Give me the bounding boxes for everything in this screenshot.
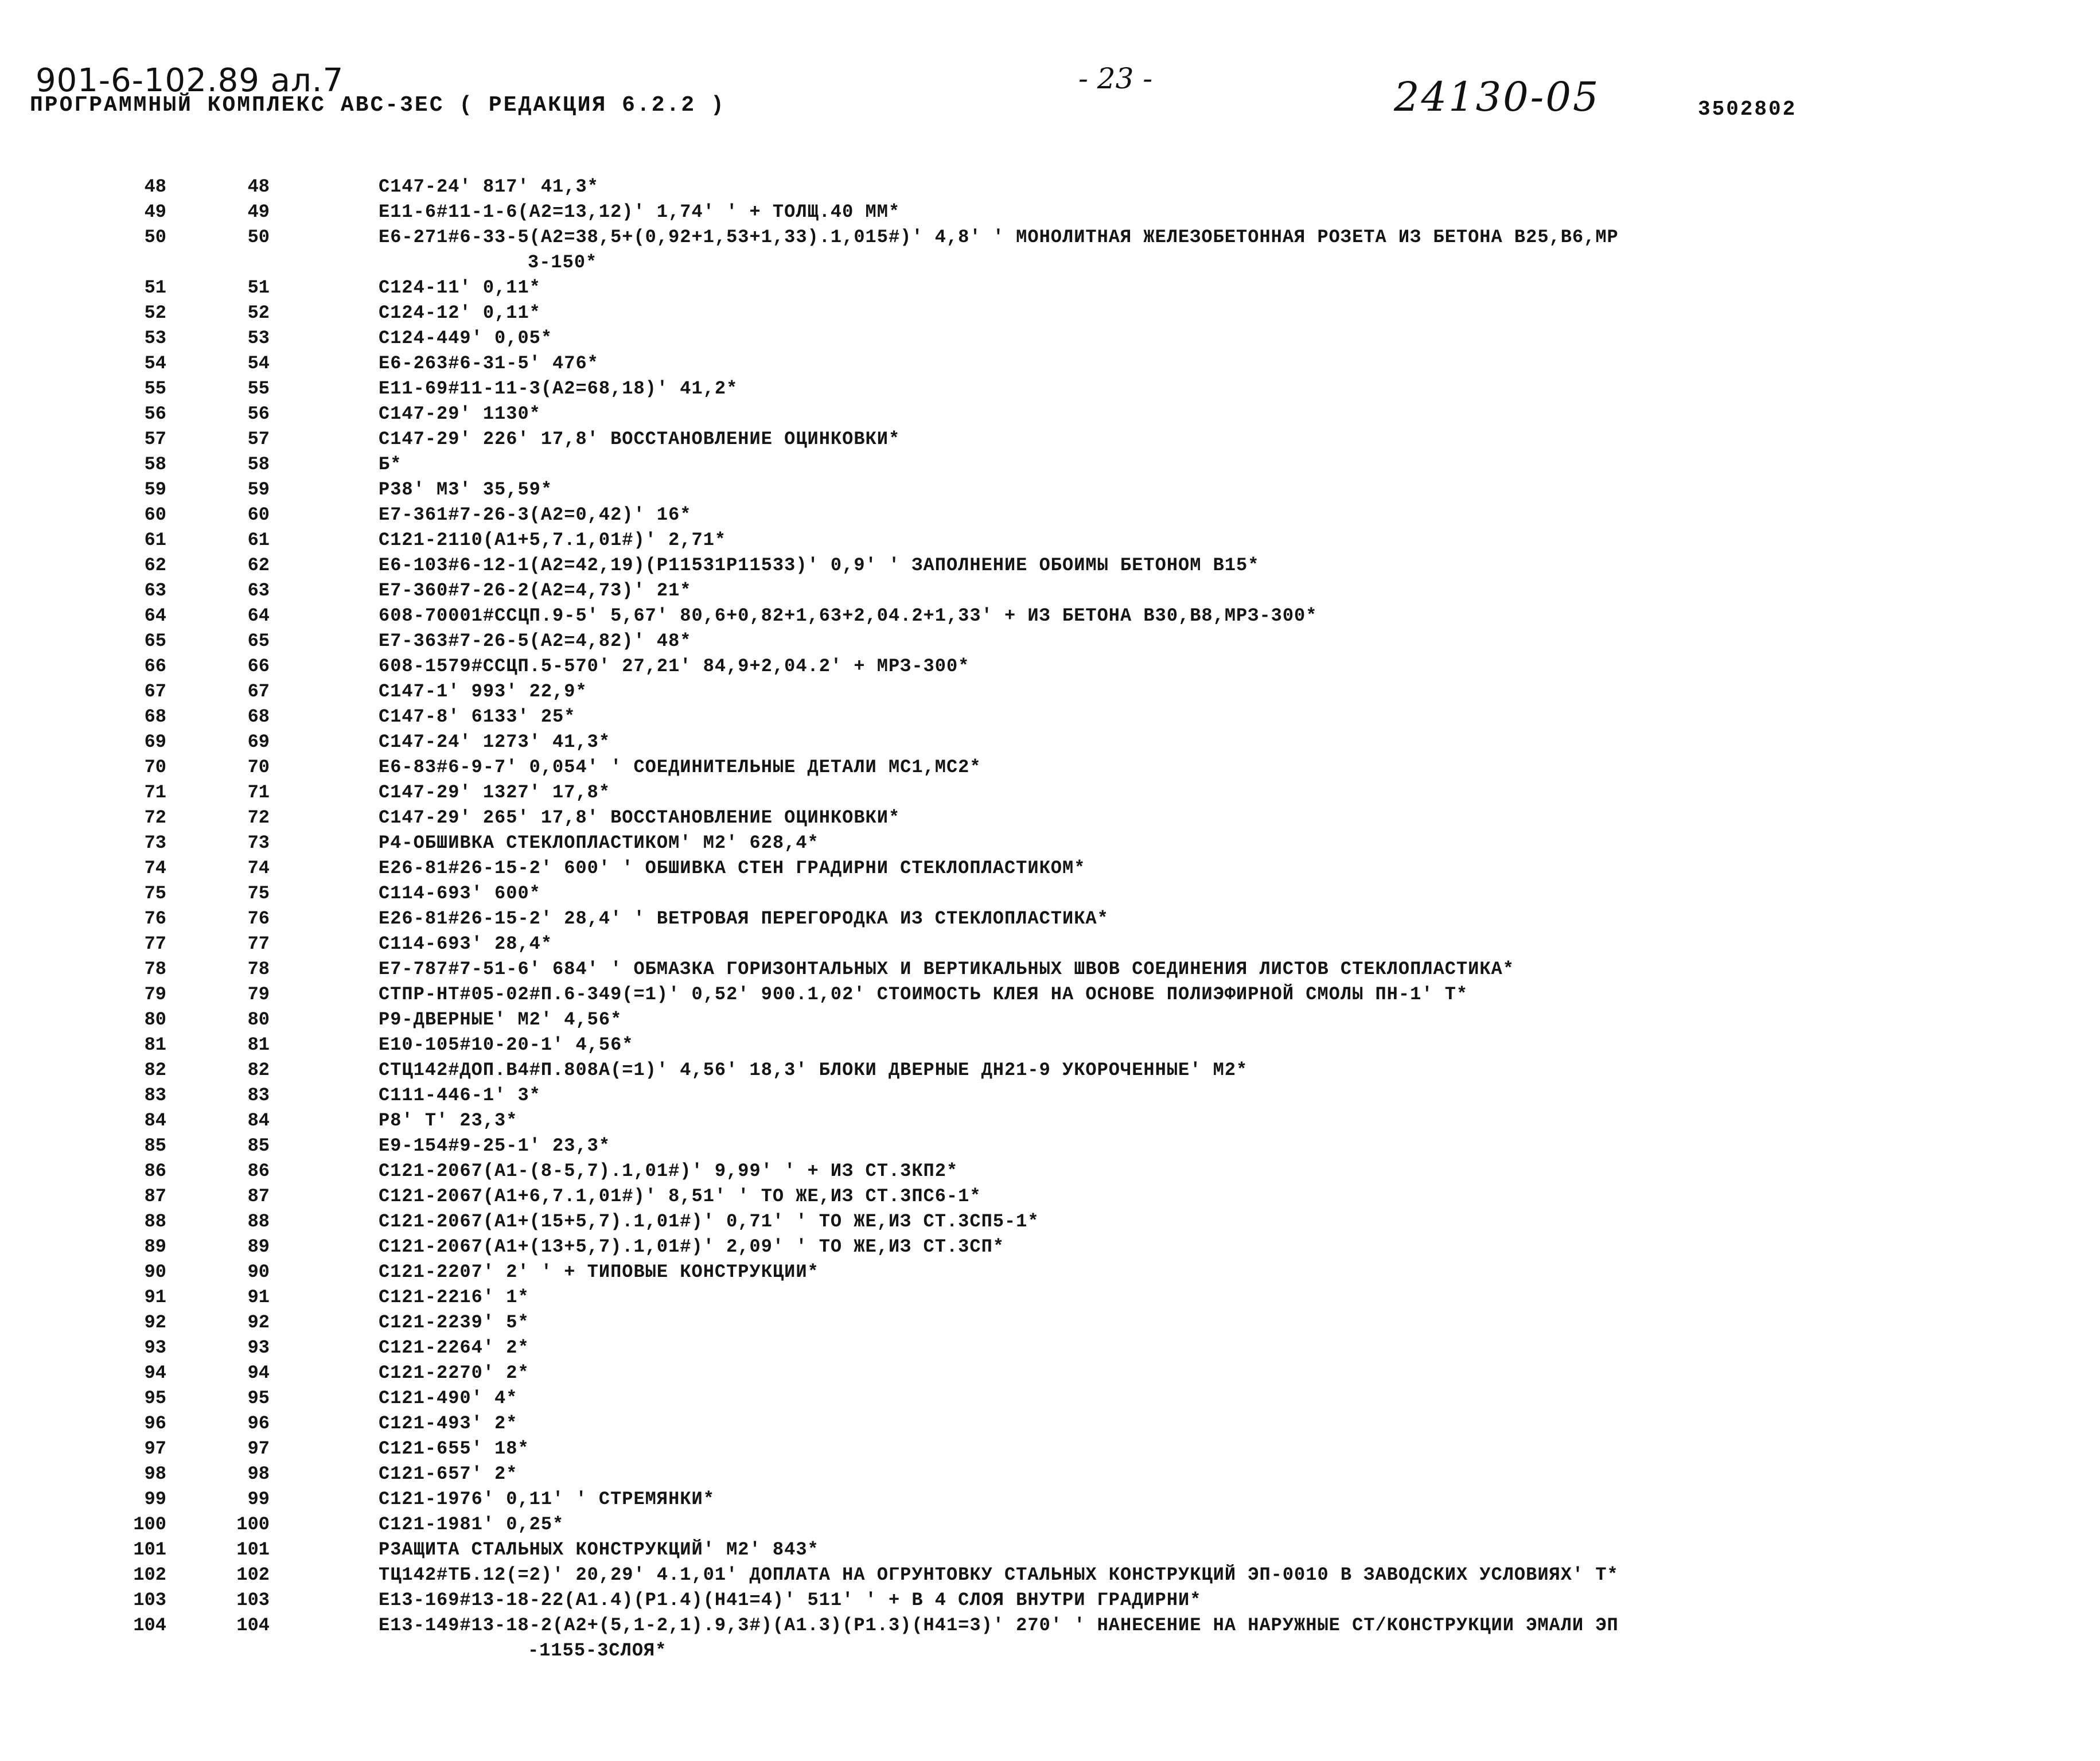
record-text: [379, 402, 2076, 427]
record-number: 66: [247, 656, 270, 677]
record-text: [379, 881, 2076, 906]
line-number: 91: [144, 1287, 166, 1308]
line-number: 76: [144, 908, 166, 929]
listing-row: [0, 200, 2100, 225]
line-number: 59: [144, 479, 166, 500]
record-text-line: 608-70001#ССЦП.9-5′ 5,67′ 80,6+0,82+1,63+2,04.2+1,33′ + ИЗ БЕТОНА В30,В8,МРЗ-300*: [379, 605, 1318, 626]
record-number: 70: [247, 757, 270, 778]
record-number: 93: [247, 1337, 270, 1358]
record-text-line: Б*: [379, 454, 402, 475]
listing-row: [0, 906, 2100, 932]
line-number: 61: [144, 529, 166, 551]
record-text-line: Е13-149#13-18-2(А2+(5,1-2,1).9,3#)(А1.3)(Р1.3)(Н41=3)′ 270′ ′ НАНЕСЕНИЕ НА НАРУЖНЫЕ СТ/КОНСТРУКЦИИ ЭМАЛИ ЭП: [379, 1615, 1619, 1636]
record-text-line: С147-29′ 226′ 17,8′ ВОССТАНОВЛЕНИЕ ОЦИНКОВКИ*: [379, 428, 901, 450]
record-number: 83: [247, 1085, 270, 1106]
record-text-line: С147-8′ 6133′ 25*: [379, 706, 576, 727]
record-number: 89: [247, 1236, 270, 1257]
listing-row: [0, 1613, 2100, 1663]
record-text: [379, 906, 2076, 932]
record-text-line: С121-1981′ 0,25*: [379, 1514, 564, 1535]
record-number: 102: [236, 1564, 270, 1585]
line-number: 81: [144, 1034, 166, 1055]
line-number: 55: [144, 378, 166, 399]
record-text: [379, 679, 2076, 704]
record-number: 60: [247, 504, 270, 525]
listing-row: [0, 932, 2100, 957]
record-text-line: Е7-360#7-26-2(А2=4,73)′ 21*: [379, 580, 692, 601]
record-text: [379, 1386, 2076, 1411]
record-number: 101: [236, 1539, 270, 1560]
listing-row: [0, 1033, 2100, 1058]
record-text-line: С121-493′ 2*: [379, 1413, 518, 1434]
record-text: [379, 1260, 2076, 1285]
listing-row: [0, 326, 2100, 351]
record-text-line: Е6-103#6-12-1(А2=42,19)(Р11531Р11533)′ 0,9′ ′ ЗАПОЛНЕНИЕ ОБОИМЫ БЕТОНОМ В15*: [379, 555, 1260, 576]
record-text: [379, 452, 2076, 477]
record-number: 92: [247, 1312, 270, 1333]
record-number: 65: [247, 630, 270, 652]
listing-row: [0, 957, 2100, 982]
record-text: [379, 1133, 2076, 1159]
listing-row: [0, 1310, 2100, 1335]
record-text-line: Р38′ М3′ 35,59*: [379, 479, 553, 500]
record-text: [379, 982, 2076, 1007]
line-number: 69: [144, 731, 166, 753]
line-number: 104: [133, 1615, 166, 1636]
record-number: 49: [247, 201, 270, 223]
line-number: 54: [144, 353, 166, 374]
record-text-line: С121-2067(А1-(8-5,7).1,01#)′ 9,99′ ′ + ИЗ СТ.3КП2*: [379, 1160, 959, 1182]
listing-row: [0, 477, 2100, 502]
listing-row: [0, 351, 2100, 376]
listing-row: [0, 1487, 2100, 1512]
record-text: [379, 174, 2076, 200]
record-number: 76: [247, 908, 270, 929]
record-text-continuation: 3-150*: [528, 252, 598, 273]
record-number: 63: [247, 580, 270, 601]
record-text: [379, 1361, 2076, 1386]
record-text: [379, 275, 2076, 301]
listing-row: [0, 1007, 2100, 1033]
record-number: 73: [247, 832, 270, 854]
record-text-line: С111-446-1′ 3*: [379, 1085, 541, 1106]
line-number: 87: [144, 1186, 166, 1207]
record-text-line: СТЦ142#ДОП.В4#П.808А(=1)′ 4,56′ 18,3′ БЛОКИ ДВЕРНЫЕ ДН21-9 УКОРОЧЕННЫЕ′ М2*: [379, 1059, 1248, 1081]
listing-row: [0, 856, 2100, 881]
record-text: [379, 326, 2076, 351]
record-text: [379, 603, 2076, 629]
record-number: 87: [247, 1186, 270, 1207]
record-text-line: С121-490′ 4*: [379, 1388, 518, 1409]
record-text-line: С121-2067(А1+(13+5,7).1,01#)′ 2,09′ ′ ТО ЖЕ,ИЗ СТ.3СП*: [379, 1236, 1004, 1257]
line-number: 60: [144, 504, 166, 525]
record-number: 69: [247, 731, 270, 753]
record-number: 77: [247, 933, 270, 954]
record-text-line: С121-655′ 18*: [379, 1438, 529, 1459]
line-number: 93: [144, 1337, 166, 1358]
record-text-line: С121-1976′ 0,11′ ′ СТРЕМЯНКИ*: [379, 1489, 715, 1510]
record-number: 96: [247, 1413, 270, 1434]
line-number: 78: [144, 959, 166, 980]
record-text: [379, 1234, 2076, 1260]
record-text-line: С121-657′ 2*: [379, 1463, 518, 1485]
record-text-line: Е13-169#13-18-22(А1.4)(Р1.4)(Н41=4)′ 511′ ′ + В 4 СЛОЯ ВНУТРИ ГРАДИРНИ*: [379, 1589, 1202, 1611]
line-number: 89: [144, 1236, 166, 1257]
record-number: 48: [247, 176, 270, 197]
record-text: [379, 1487, 2076, 1512]
line-number: 77: [144, 933, 166, 954]
listing-row: [0, 704, 2100, 730]
record-text-line: Р3АЩИТА СТАЛЬНЫХ КОНСТРУКЦИЙ′ М2′ 843*: [379, 1539, 819, 1560]
record-text: [379, 755, 2076, 780]
record-text-line: С121-2067(А1+(15+5,7).1,01#)′ 0,71′ ′ ТО ЖЕ,ИЗ СТ.3СП5-1*: [379, 1211, 1039, 1232]
record-text: [379, 351, 2076, 376]
record-text: [379, 477, 2076, 502]
record-text-line: С114-693′ 28,4*: [379, 933, 553, 954]
record-number: 55: [247, 378, 270, 399]
record-number: 91: [247, 1287, 270, 1308]
record-text-line: С147-29′ 265′ 17,8′ ВОССТАНОВЛЕНИЕ ОЦИНКОВКИ*: [379, 807, 901, 828]
record-text: [379, 376, 2076, 402]
line-number: 84: [144, 1110, 166, 1131]
record-text-line: С147-29′ 1327′ 17,8*: [379, 782, 611, 803]
record-text: [379, 528, 2076, 553]
line-number: 75: [144, 883, 166, 904]
listing-row: [0, 654, 2100, 679]
listing-row: [0, 1234, 2100, 1260]
listing-row: [0, 1184, 2100, 1209]
listing-row: [0, 881, 2100, 906]
record-text-line: Е10-105#10-20-1′ 4,56*: [379, 1034, 634, 1055]
record-number: 85: [247, 1135, 270, 1156]
record-text: [379, 1462, 2076, 1487]
record-text-line: С147-24′ 1273′ 41,3*: [379, 731, 611, 753]
line-number: 62: [144, 555, 166, 576]
listing-row: [0, 1108, 2100, 1133]
record-text-line: С147-29′ 1130*: [379, 403, 541, 424]
record-text-line: Е7-361#7-26-3(А2=0,42)′ 16*: [379, 504, 692, 525]
record-text: [379, 1108, 2076, 1133]
line-number: 98: [144, 1463, 166, 1485]
line-number: 96: [144, 1413, 166, 1434]
listing-row: [0, 1083, 2100, 1108]
line-number: 101: [133, 1539, 166, 1560]
record-text-line: Р9-ДВЕРНЫЕ′ М2′ 4,56*: [379, 1009, 622, 1030]
record-text-line: С124-12′ 0,11*: [379, 302, 541, 324]
page-number: - 23 -: [1078, 62, 1153, 95]
record-number: 50: [247, 227, 270, 248]
line-number: 51: [144, 277, 166, 298]
record-text: [379, 957, 2076, 982]
record-text-line: Е6-263#6-31-5′ 476*: [379, 353, 599, 374]
record-text-line: С147-24′ 817′ 41,3*: [379, 176, 599, 197]
record-number: 81: [247, 1034, 270, 1055]
line-number: 66: [144, 656, 166, 677]
record-number: 68: [247, 706, 270, 727]
line-number: 71: [144, 782, 166, 803]
listing-row: [0, 553, 2100, 578]
record-number: 100: [236, 1514, 270, 1535]
record-text: [379, 427, 2076, 452]
record-text: [379, 1209, 2076, 1234]
record-text-line: Е7-787#7-51-6′ 684′ ′ ОБМАЗКА ГОРИЗОНТАЛЬНЫХ И ВЕРТИКАЛЬНЫХ ШВОВ СОЕДИНЕНИЯ ЛИСТОВ СТЕКЛОПЛАСТИКА*: [379, 959, 1514, 980]
handwritten-code: 24130-05: [1394, 73, 1600, 120]
record-text: [379, 1007, 2076, 1033]
line-number: 80: [144, 1009, 166, 1030]
listing-row: [0, 427, 2100, 452]
record-number: 53: [247, 328, 270, 349]
record-text: [379, 856, 2076, 881]
listing-row: [0, 679, 2100, 704]
listing-row: [0, 1563, 2100, 1588]
listing-row: [0, 1462, 2100, 1487]
listing-row: [0, 603, 2100, 629]
line-number: 63: [144, 580, 166, 601]
record-number: 104: [236, 1615, 270, 1636]
listing-row: [0, 1260, 2100, 1285]
line-number: 85: [144, 1135, 166, 1156]
listing-row: [0, 1588, 2100, 1613]
listing-row: [0, 402, 2100, 427]
record-number: 97: [247, 1438, 270, 1459]
line-number: 86: [144, 1160, 166, 1182]
record-text: [379, 831, 2076, 856]
record-number: 90: [247, 1261, 270, 1283]
line-number: 67: [144, 681, 166, 702]
record-text: [379, 1285, 2076, 1310]
record-text-line: ТЦ142#ТБ.12(=2)′ 20,29′ 4.1,01′ ДОПЛАТА НА ОГРУНТОВКУ СТАЛЬНЫХ КОНСТРУКЦИЙ ЭП-0010 В ЗАВОДСКИХ УСЛОВИЯХ′ Т*: [379, 1564, 1619, 1585]
record-text: [379, 629, 2076, 654]
record-number: 103: [236, 1589, 270, 1611]
line-number: 102: [133, 1564, 166, 1585]
line-number: 95: [144, 1388, 166, 1409]
line-number: 57: [144, 428, 166, 450]
record-number: 57: [247, 428, 270, 450]
record-text: [379, 1083, 2076, 1108]
line-number: 103: [133, 1589, 166, 1611]
record-text-line: 608-1579#ССЦП.5-570′ 27,21′ 84,9+2,04.2′ + МРЗ-300*: [379, 656, 970, 677]
listing-row: [0, 174, 2100, 200]
record-text-line: С147-1′ 993′ 22,9*: [379, 681, 587, 702]
record-text-line: Е26-81#26-15-2′ 600′ ′ ОБШИВКА СТЕН ГРАДИРНИ СТЕКЛОПЛАСТИКОМ*: [379, 858, 1086, 879]
listing-row: [0, 831, 2100, 856]
record-text: [379, 225, 2076, 275]
record-text: [379, 1335, 2076, 1361]
line-number: 79: [144, 984, 166, 1005]
record-text: [379, 301, 2076, 326]
record-text: [379, 1436, 2076, 1462]
listing-row: [0, 1335, 2100, 1361]
record-text-line: С124-11′ 0,11*: [379, 277, 541, 298]
record-number: 51: [247, 277, 270, 298]
listing-row: [0, 629, 2100, 654]
listing-row: [0, 730, 2100, 755]
record-text: [379, 1033, 2076, 1058]
listing-row: [0, 1386, 2100, 1411]
record-text-line: С121-2264′ 2*: [379, 1337, 529, 1358]
program-title: ПРОГРАММНЫЙ КОМПЛЕКС АВС-3ЕС ( РЕДАКЦИЯ 6.2.2 ): [30, 93, 726, 118]
line-number: 100: [133, 1514, 166, 1535]
record-text-continuation: -1155-3СЛОЯ*: [528, 1640, 667, 1661]
listing-row: [0, 805, 2100, 831]
line-number: 90: [144, 1261, 166, 1283]
record-number: 75: [247, 883, 270, 904]
record-text-line: Е11-6#11-1-6(А2=13,12)′ 1,74′ ′ + ТОЛЩ.40 ММ*: [379, 201, 901, 223]
line-number: 97: [144, 1438, 166, 1459]
line-number: 48: [144, 176, 166, 197]
record-text-line: С121-2270′ 2*: [379, 1362, 529, 1384]
record-number: 71: [247, 782, 270, 803]
record-text: [379, 1411, 2076, 1436]
listing-row: [0, 1133, 2100, 1159]
record-number: 62: [247, 555, 270, 576]
record-number: 61: [247, 529, 270, 551]
record-text-line: С121-2216′ 1*: [379, 1287, 529, 1308]
record-text: [379, 1613, 2076, 1663]
listing-row: [0, 755, 2100, 780]
record-text-line: С121-2239′ 5*: [379, 1312, 529, 1333]
listing-row: [0, 502, 2100, 528]
record-text-line: Р8′ Т′ 23,3*: [379, 1110, 518, 1131]
record-text-line: С121-2067(А1+6,7.1,01#)′ 8,51′ ′ ТО ЖЕ,ИЗ СТ.3ПС6-1*: [379, 1186, 981, 1207]
record-text-line: С124-449′ 0,05*: [379, 328, 553, 349]
line-number: 99: [144, 1489, 166, 1510]
line-number: 49: [144, 201, 166, 223]
line-number: 50: [144, 227, 166, 248]
listing-row: [0, 1512, 2100, 1537]
line-number: 72: [144, 807, 166, 828]
listing-row: [0, 301, 2100, 326]
line-number: 52: [144, 302, 166, 324]
record-number: 99: [247, 1489, 270, 1510]
listing-row: [0, 1058, 2100, 1083]
record-number: 56: [247, 403, 270, 424]
listing-row: [0, 1209, 2100, 1234]
record-number: 58: [247, 454, 270, 475]
listing-row: [0, 982, 2100, 1007]
record-text-line: Е6-83#6-9-7′ 0,054′ ′ СОЕДИНИТЕЛЬНЫЕ ДЕТАЛИ МС1,МС2*: [379, 757, 981, 778]
line-number: 53: [144, 328, 166, 349]
line-number: 74: [144, 858, 166, 879]
record-number: 64: [247, 605, 270, 626]
record-text-line: Е7-363#7-26-5(А2=4,82)′ 48*: [379, 630, 692, 652]
line-number: 88: [144, 1211, 166, 1232]
listing-row: [0, 1436, 2100, 1462]
line-number: 92: [144, 1312, 166, 1333]
line-number: 64: [144, 605, 166, 626]
listing-row: [0, 452, 2100, 477]
record-text-line: С121-2110(А1+5,7.1,01#)′ 2,71*: [379, 529, 727, 551]
line-number: 65: [144, 630, 166, 652]
line-number: 70: [144, 757, 166, 778]
listing-row: [0, 578, 2100, 603]
record-text-line: Е26-81#26-15-2′ 28,4′ ′ ВЕТРОВАЯ ПЕРЕГОРОДКА ИЗ СТЕКЛОПЛАСТИКА*: [379, 908, 1109, 929]
record-text-line: Е11-69#11-11-3(А2=68,18)′ 41,2*: [379, 378, 738, 399]
record-text-line: СТПР-НТ#05-02#П.6-349(=1)′ 0,52′ 900.1,02′ СТОИМОСТЬ КЛЕЯ НА ОСНОВЕ ПОЛИЭФИРНОЙ СМОЛЫ ПН-1′ Т*: [379, 984, 1468, 1005]
record-number: 86: [247, 1160, 270, 1182]
record-text: [379, 1512, 2076, 1537]
listing-row: [0, 1285, 2100, 1310]
record-text: [379, 730, 2076, 755]
record-text-line: Р4-ОБШИВКА СТЕКЛОПЛАСТИКОМ′ М2′ 628,4*: [379, 832, 819, 854]
record-number: 67: [247, 681, 270, 702]
record-text: [379, 1310, 2076, 1335]
listing-row: [0, 275, 2100, 301]
record-text: [379, 704, 2076, 730]
line-number: 94: [144, 1362, 166, 1384]
record-number: 94: [247, 1362, 270, 1384]
listing-row: [0, 528, 2100, 553]
stamp-number: 3502802: [1698, 98, 1797, 121]
record-number: 95: [247, 1388, 270, 1409]
line-number: 83: [144, 1085, 166, 1106]
record-text: [379, 780, 2076, 805]
line-number: 73: [144, 832, 166, 854]
record-text: [379, 502, 2076, 528]
record-number: 79: [247, 984, 270, 1005]
listing-row: [0, 780, 2100, 805]
record-number: 82: [247, 1059, 270, 1081]
record-number: 98: [247, 1463, 270, 1485]
record-number: 78: [247, 959, 270, 980]
record-text: [379, 553, 2076, 578]
line-number: 82: [144, 1059, 166, 1081]
record-number: 80: [247, 1009, 270, 1030]
record-number: 84: [247, 1110, 270, 1131]
line-number: 58: [144, 454, 166, 475]
record-text: [379, 1159, 2076, 1184]
program-listing: [0, 174, 2100, 1663]
record-text: [379, 1588, 2076, 1613]
record-number: 74: [247, 858, 270, 879]
listing-row: [0, 1411, 2100, 1436]
record-number: 88: [247, 1211, 270, 1232]
record-text: [379, 1563, 2076, 1588]
listing-row: [0, 376, 2100, 402]
record-number: 54: [247, 353, 270, 374]
record-text: [379, 654, 2076, 679]
record-text-line: Е6-271#6-33-5(А2=38,5+(0,92+1,53+1,33).1,015#)′ 4,8′ ′ МОНОЛИТНАЯ ЖЕЛЕЗОБЕТОННАЯ РОЗЕТА ИЗ БЕТОНА В25,В6,МР: [379, 227, 1619, 248]
record-text: [379, 805, 2076, 831]
record-text-line: Е9-154#9-25-1′ 23,3*: [379, 1135, 611, 1156]
record-text: [379, 932, 2076, 957]
record-text: [379, 200, 2076, 225]
record-text: [379, 578, 2076, 603]
record-text-line: С121-2207′ 2′ ′ + ТИПОВЫЕ КОНСТРУКЦИИ*: [379, 1261, 819, 1283]
line-number: 68: [144, 706, 166, 727]
listing-row: [0, 1159, 2100, 1184]
record-number: 52: [247, 302, 270, 324]
line-number: 56: [144, 403, 166, 424]
listing-row: [0, 1361, 2100, 1386]
record-text: [379, 1184, 2076, 1209]
record-text: [379, 1058, 2076, 1083]
listing-row: [0, 225, 2100, 275]
record-text: [379, 1537, 2076, 1563]
record-number: 72: [247, 807, 270, 828]
document-code: 901-6-102.89 ал.7: [36, 62, 344, 99]
listing-row: [0, 1537, 2100, 1563]
record-number: 59: [247, 479, 270, 500]
record-text-line: С114-693′ 600*: [379, 883, 541, 904]
